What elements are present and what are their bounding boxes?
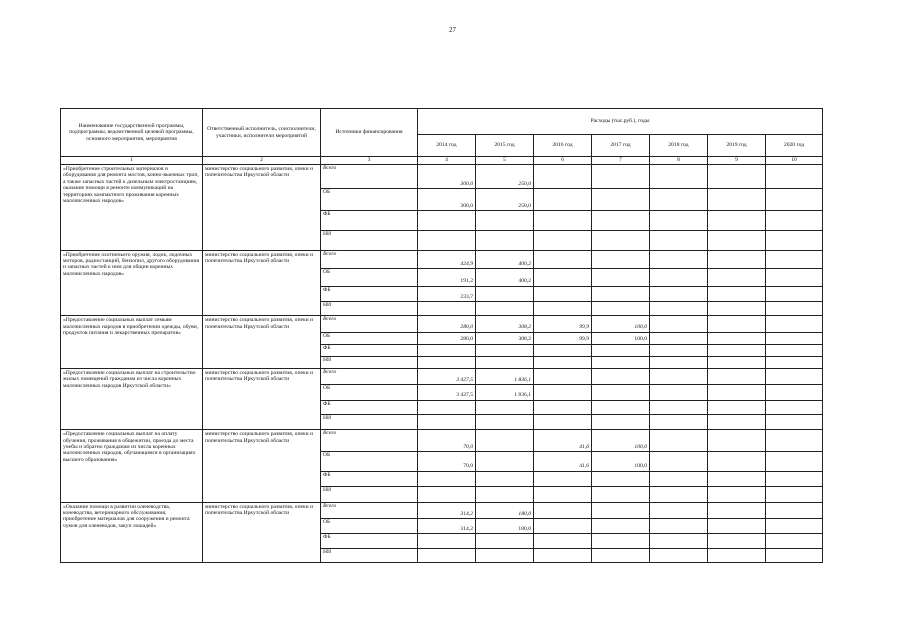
expense-value: 3 427,5 <box>418 368 476 384</box>
expense-value <box>766 414 823 429</box>
expense-value <box>766 189 823 211</box>
expense-value <box>708 165 766 189</box>
expense-value <box>476 471 534 486</box>
expense-value <box>766 269 823 287</box>
expense-value: 233,7 <box>418 286 476 301</box>
expense-value <box>534 269 592 287</box>
expense-value <box>476 400 534 414</box>
expense-value <box>418 302 476 316</box>
funding-source: Всего <box>321 165 418 189</box>
expense-value: 41,6 <box>534 452 592 472</box>
funding-source: ОБ <box>321 269 418 287</box>
expense-value <box>418 356 476 368</box>
expense-value <box>534 368 592 384</box>
column-number: 2 <box>203 157 321 165</box>
expense-value <box>592 548 650 562</box>
activity-name: «Предоставление социальных выплат на строительство жилых помещений гражданам из числа коренных малочисленных народов Иркутской области» <box>61 368 203 429</box>
expense-value <box>592 487 650 502</box>
expense-value <box>418 344 476 356</box>
expense-value <box>766 344 823 356</box>
expense-value <box>592 211 650 231</box>
funding-source: Всего <box>321 368 418 384</box>
header-year: 2019 год <box>708 135 766 157</box>
expense-value <box>708 189 766 211</box>
expense-value <box>592 286 650 301</box>
expense-value <box>650 385 708 400</box>
expense-value <box>708 534 766 548</box>
activity-executor: министерство социального развития, опеки и попечительства Иркутской области <box>203 368 321 429</box>
activity-name: «Приобретение строительных материалов и оборудования для ремонта мостов, конно-вьючных троп, а также запасных частей к дизельным электростанциям, оказание помощи в ремонте коммуникаций на территориях компактного проживания коренных малочисленных народов» <box>61 165 203 251</box>
expense-value: 280,0 <box>418 316 476 332</box>
expense-value: 3 427,5 <box>418 385 476 400</box>
column-number: 8 <box>650 157 708 165</box>
expense-value <box>592 502 650 518</box>
expense-value <box>476 534 534 548</box>
funding-source: ФБ <box>321 534 418 548</box>
expense-value <box>476 548 534 562</box>
expense-value: 99,9 <box>534 316 592 332</box>
expense-value <box>766 534 823 548</box>
expense-value: 70,0 <box>418 430 476 452</box>
expense-value <box>476 487 534 502</box>
expense-value: 280,0 <box>418 332 476 344</box>
expense-value <box>766 400 823 414</box>
expense-value <box>476 302 534 316</box>
funding-source: НИ <box>321 548 418 562</box>
expense-value: 180,0 <box>476 518 534 533</box>
expense-value <box>708 316 766 332</box>
expense-value: 250,0 <box>476 189 534 211</box>
expense-value <box>708 250 766 269</box>
page-number: 27 <box>449 26 456 34</box>
expense-value <box>766 302 823 316</box>
expense-value <box>708 487 766 502</box>
expense-value <box>766 368 823 384</box>
expense-value <box>534 165 592 189</box>
funding-source: ОБ <box>321 332 418 344</box>
expense-value <box>766 332 823 344</box>
column-number: 1 <box>61 157 203 165</box>
expense-value <box>534 286 592 301</box>
expense-value: 300,0 <box>418 189 476 211</box>
column-number: 6 <box>534 157 592 165</box>
expense-value <box>708 269 766 287</box>
expense-value <box>534 250 592 269</box>
expense-value <box>534 502 592 518</box>
expense-value <box>650 332 708 344</box>
expense-value <box>534 385 592 400</box>
activity-name: «Предоставление социальных выплат семьям малочисленных народов в приобретении одежды, обуви, продуктов питания и лекарственных препаратов» <box>61 316 203 369</box>
expense-value: 100,0 <box>592 332 650 344</box>
expense-value <box>592 302 650 316</box>
header-year: 2017 год <box>592 135 650 157</box>
activity-executor: министерство социального развития, опеки и попечительства Иркутской области <box>203 502 321 562</box>
expense-value <box>650 502 708 518</box>
expense-value <box>708 286 766 301</box>
expense-value <box>534 487 592 502</box>
expense-value <box>650 518 708 533</box>
header-year: 2014 год <box>418 135 476 157</box>
expense-value <box>650 165 708 189</box>
column-number: 5 <box>476 157 534 165</box>
expense-value <box>476 211 534 231</box>
expense-value <box>476 286 534 301</box>
expense-value <box>650 471 708 486</box>
expense-value <box>650 269 708 287</box>
expense-value <box>418 230 476 250</box>
expense-value <box>476 414 534 429</box>
expense-value <box>418 471 476 486</box>
funding-source: НИ <box>321 487 418 502</box>
expense-value <box>418 400 476 414</box>
expense-value <box>592 250 650 269</box>
expense-value <box>766 548 823 562</box>
funding-source: Всего <box>321 502 418 518</box>
expense-value <box>766 165 823 189</box>
funding-source: ФБ <box>321 211 418 231</box>
table-row <box>61 165 823 189</box>
expense-value <box>708 332 766 344</box>
expense-value <box>650 534 708 548</box>
expense-value <box>766 452 823 472</box>
expense-value <box>592 344 650 356</box>
expense-value <box>650 452 708 472</box>
expense-value <box>708 430 766 452</box>
expense-value <box>534 471 592 486</box>
expense-value <box>708 368 766 384</box>
expense-value <box>708 230 766 250</box>
funding-source: ОБ <box>321 385 418 400</box>
expense-value: 308,2 <box>476 316 534 332</box>
expense-value: 70,0 <box>418 452 476 472</box>
header-expenses: Расходы (тыс.руб.), годы <box>418 109 823 135</box>
column-number: 7 <box>592 157 650 165</box>
expense-value <box>708 548 766 562</box>
funding-source: ОБ <box>321 189 418 211</box>
header-name: Наименование государственной программы, подпрограммы, ведомственной целевой программы, основного мероприятия, мероприятия <box>61 109 203 157</box>
funding-source: НИ <box>321 414 418 429</box>
expense-value <box>592 356 650 368</box>
funding-source: НИ <box>321 302 418 316</box>
expense-value: 400,2 <box>476 269 534 287</box>
expense-value <box>708 518 766 533</box>
expense-value: 100,0 <box>592 452 650 472</box>
expense-value <box>766 250 823 269</box>
expense-value <box>650 189 708 211</box>
header-year: 2020 год <box>766 135 823 157</box>
expense-value <box>708 502 766 518</box>
funding-source: ОБ <box>321 518 418 533</box>
funding-source: ФБ <box>321 471 418 486</box>
expense-value: 1 836,1 <box>476 368 534 384</box>
expense-value <box>592 471 650 486</box>
column-number: 4 <box>418 157 476 165</box>
expense-value <box>592 368 650 384</box>
expense-value <box>534 414 592 429</box>
funding-source: ФБ <box>321 344 418 356</box>
expense-value <box>592 518 650 533</box>
expense-value <box>534 344 592 356</box>
expense-value <box>534 518 592 533</box>
expense-value: 1 836,1 <box>476 385 534 400</box>
expense-value: 314,2 <box>418 518 476 533</box>
activity-executor: министерство социального развития, опеки и попечительства Иркутской области <box>203 250 321 316</box>
expense-value <box>476 452 534 472</box>
expense-value <box>650 368 708 384</box>
expense-value <box>650 356 708 368</box>
expense-value <box>476 344 534 356</box>
expense-value <box>650 302 708 316</box>
expense-value <box>708 400 766 414</box>
funding-source: НИ <box>321 356 418 368</box>
funding-source: НИ <box>321 230 418 250</box>
expense-value <box>766 518 823 533</box>
activity-name: «Предоставление социальных выплат на оплату обучения, проживания в общежитии, проезда до места учебы и обратно гражданам из числа коренных малочисленных народов, обучающимся в организациях высшего образования» <box>61 430 203 502</box>
activity-executor: министерство социального развития, опеки и попечительства Иркутской области <box>203 430 321 502</box>
funding-source: Всего <box>321 430 418 452</box>
expense-value <box>418 211 476 231</box>
expense-value <box>476 356 534 368</box>
budget-table <box>60 108 823 563</box>
expense-value <box>534 302 592 316</box>
expense-value <box>766 487 823 502</box>
expense-value <box>650 414 708 429</box>
expense-value <box>650 487 708 502</box>
expense-value <box>476 230 534 250</box>
activity-name: «Приобретение охотничьего оружия, лодок, лодочных моторов, радиостанций, бензопил, другого оборудования и запасных частей к ним для общин коренных малочисленных народов» <box>61 250 203 316</box>
expense-value <box>418 534 476 548</box>
expense-value <box>592 269 650 287</box>
expense-value <box>766 471 823 486</box>
expense-value <box>418 487 476 502</box>
header-executor: Ответственный исполнитель, соисполнители, участники, исполнители мероприятий <box>203 109 321 157</box>
expense-value <box>708 211 766 231</box>
funding-source: Всего <box>321 250 418 269</box>
expense-value: 180,0 <box>476 502 534 518</box>
expense-value <box>708 452 766 472</box>
expense-value <box>650 316 708 332</box>
expense-value <box>592 385 650 400</box>
expense-value <box>708 344 766 356</box>
expense-value <box>592 534 650 548</box>
expense-value <box>534 189 592 211</box>
expense-value <box>766 286 823 301</box>
expense-value <box>766 316 823 332</box>
expense-value: 100,0 <box>592 430 650 452</box>
expense-value <box>650 430 708 452</box>
expense-value <box>766 230 823 250</box>
expense-value: 424,9 <box>418 250 476 269</box>
expense-value <box>650 211 708 231</box>
expense-value <box>592 165 650 189</box>
expense-value <box>708 385 766 400</box>
header-year: 2018 год <box>650 135 708 157</box>
expense-value <box>766 430 823 452</box>
expense-value <box>418 414 476 429</box>
expense-value <box>534 211 592 231</box>
expense-value <box>534 548 592 562</box>
expense-value <box>650 344 708 356</box>
expense-value <box>534 534 592 548</box>
table-row <box>61 502 823 518</box>
expense-value: 250,0 <box>476 165 534 189</box>
expense-value: 99,9 <box>534 332 592 344</box>
expense-value: 100,0 <box>592 316 650 332</box>
funding-source: ОБ <box>321 452 418 472</box>
expense-value <box>650 400 708 414</box>
header-year: 2016 год <box>534 135 592 157</box>
expense-value <box>534 356 592 368</box>
expense-value <box>418 548 476 562</box>
header-year: 2015 год <box>476 135 534 157</box>
expense-value <box>592 414 650 429</box>
expense-value <box>650 286 708 301</box>
activity-executor: министерство социального развития, опеки и попечительства Иркутской области <box>203 316 321 369</box>
expense-value <box>476 430 534 452</box>
header-source: Источники финансирования <box>321 109 418 157</box>
funding-source: Всего <box>321 316 418 332</box>
expense-value: 191,2 <box>418 269 476 287</box>
expense-value: 300,0 <box>418 165 476 189</box>
expense-value: 308,2 <box>476 332 534 344</box>
activity-executor: министерство социального развития, опеки и попечительства Иркутской области <box>203 165 321 251</box>
expense-value <box>766 385 823 400</box>
funding-source: ФБ <box>321 400 418 414</box>
expense-value <box>708 414 766 429</box>
table-row <box>61 250 823 269</box>
expense-value <box>650 250 708 269</box>
expense-value <box>534 230 592 250</box>
expense-value: 400,2 <box>476 250 534 269</box>
column-number: 10 <box>766 157 823 165</box>
table-row <box>61 430 823 452</box>
expense-value <box>592 230 650 250</box>
expense-value <box>708 356 766 368</box>
expense-value <box>592 189 650 211</box>
expense-value <box>766 211 823 231</box>
table-body <box>61 165 823 563</box>
expense-value <box>650 230 708 250</box>
activity-name: «Оказание помощи в развитии оленеводства, коневодства, ветеринарного обслуживания, приобретение материалов для сооружения и ремонта чумов для оленеводов, закуп лошадей» <box>61 502 203 562</box>
table-row <box>61 368 823 384</box>
expense-value <box>708 471 766 486</box>
table-row <box>61 316 823 332</box>
funding-source: ФБ <box>321 286 418 301</box>
column-number: 9 <box>708 157 766 165</box>
expense-value <box>766 502 823 518</box>
column-number-row <box>61 157 823 165</box>
expense-value <box>592 400 650 414</box>
expense-value: 41,6 <box>534 430 592 452</box>
expense-value <box>650 548 708 562</box>
expense-value <box>534 400 592 414</box>
column-number: 3 <box>321 157 418 165</box>
expense-value: 314,2 <box>418 502 476 518</box>
expense-value <box>708 302 766 316</box>
expense-value <box>766 356 823 368</box>
